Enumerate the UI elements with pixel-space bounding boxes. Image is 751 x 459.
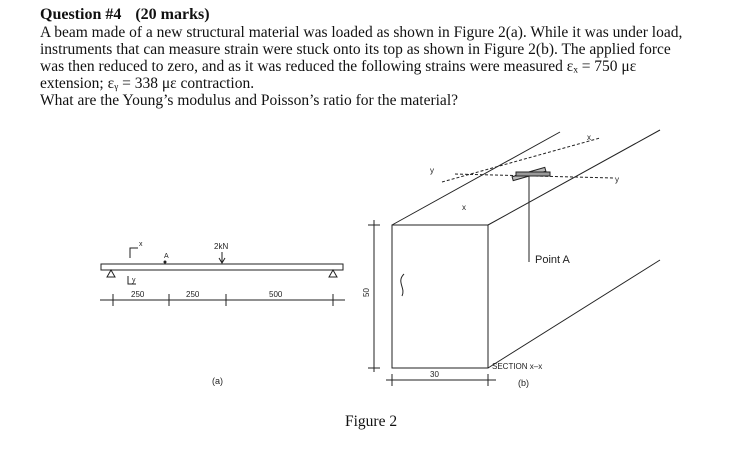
question-number: Question #4 xyxy=(40,6,122,23)
axis-x-label-top: x xyxy=(587,133,591,142)
axis-x-label: x xyxy=(139,241,143,248)
question-line: extension; εᵧ = 338 με contraction. xyxy=(40,75,255,92)
point-a-label: Point A xyxy=(535,254,570,266)
figure-b xyxy=(362,130,660,388)
strain-gauge-y xyxy=(516,172,550,176)
dim-label: 500 xyxy=(269,290,283,299)
left-support xyxy=(107,270,115,277)
width-label: 30 xyxy=(430,370,439,379)
point-a-marker xyxy=(164,261,166,263)
question-marks: (20 marks) xyxy=(135,6,210,23)
load-label: 2kN xyxy=(214,242,229,251)
axis-y-label-right: y xyxy=(615,175,619,184)
figure-a xyxy=(100,241,345,386)
right-support xyxy=(329,270,337,277)
section-label: SECTION x–x xyxy=(492,362,543,371)
point-a-label: A xyxy=(164,253,169,260)
axis-y-label: y xyxy=(132,277,136,284)
height-label: 50 xyxy=(362,288,371,297)
figure-caption: Figure 2 xyxy=(345,413,398,430)
question-line: What are the Young’s modulus and Poisson’s ratio for the material? xyxy=(40,92,459,109)
section-front-face xyxy=(392,225,488,368)
question-line: A beam made of a new structural material was loaded as shown in Figure 2(a). While it was under load, xyxy=(40,24,683,41)
dim-label: 250 xyxy=(186,290,200,299)
figure-b-label: (b) xyxy=(518,378,529,388)
question-line: instruments that can measure strain were stuck onto its top as shown in Figure 2(b). The applied force xyxy=(40,41,671,58)
beam-top-edge-left xyxy=(392,132,560,225)
axis-x-symbol xyxy=(130,248,138,258)
axis-x-label-mid: x xyxy=(462,203,466,212)
beam-bottom-edge xyxy=(488,260,660,368)
figure-a-label: (a) xyxy=(212,376,223,386)
question-line: was then reduced to zero, and as it was reduced the following strains were measured εₓ = 750 με xyxy=(40,58,637,75)
beam xyxy=(101,264,343,270)
break-mark xyxy=(401,274,404,296)
dim-label: 250 xyxy=(131,290,145,299)
axis-y-label-left: y xyxy=(430,166,434,175)
